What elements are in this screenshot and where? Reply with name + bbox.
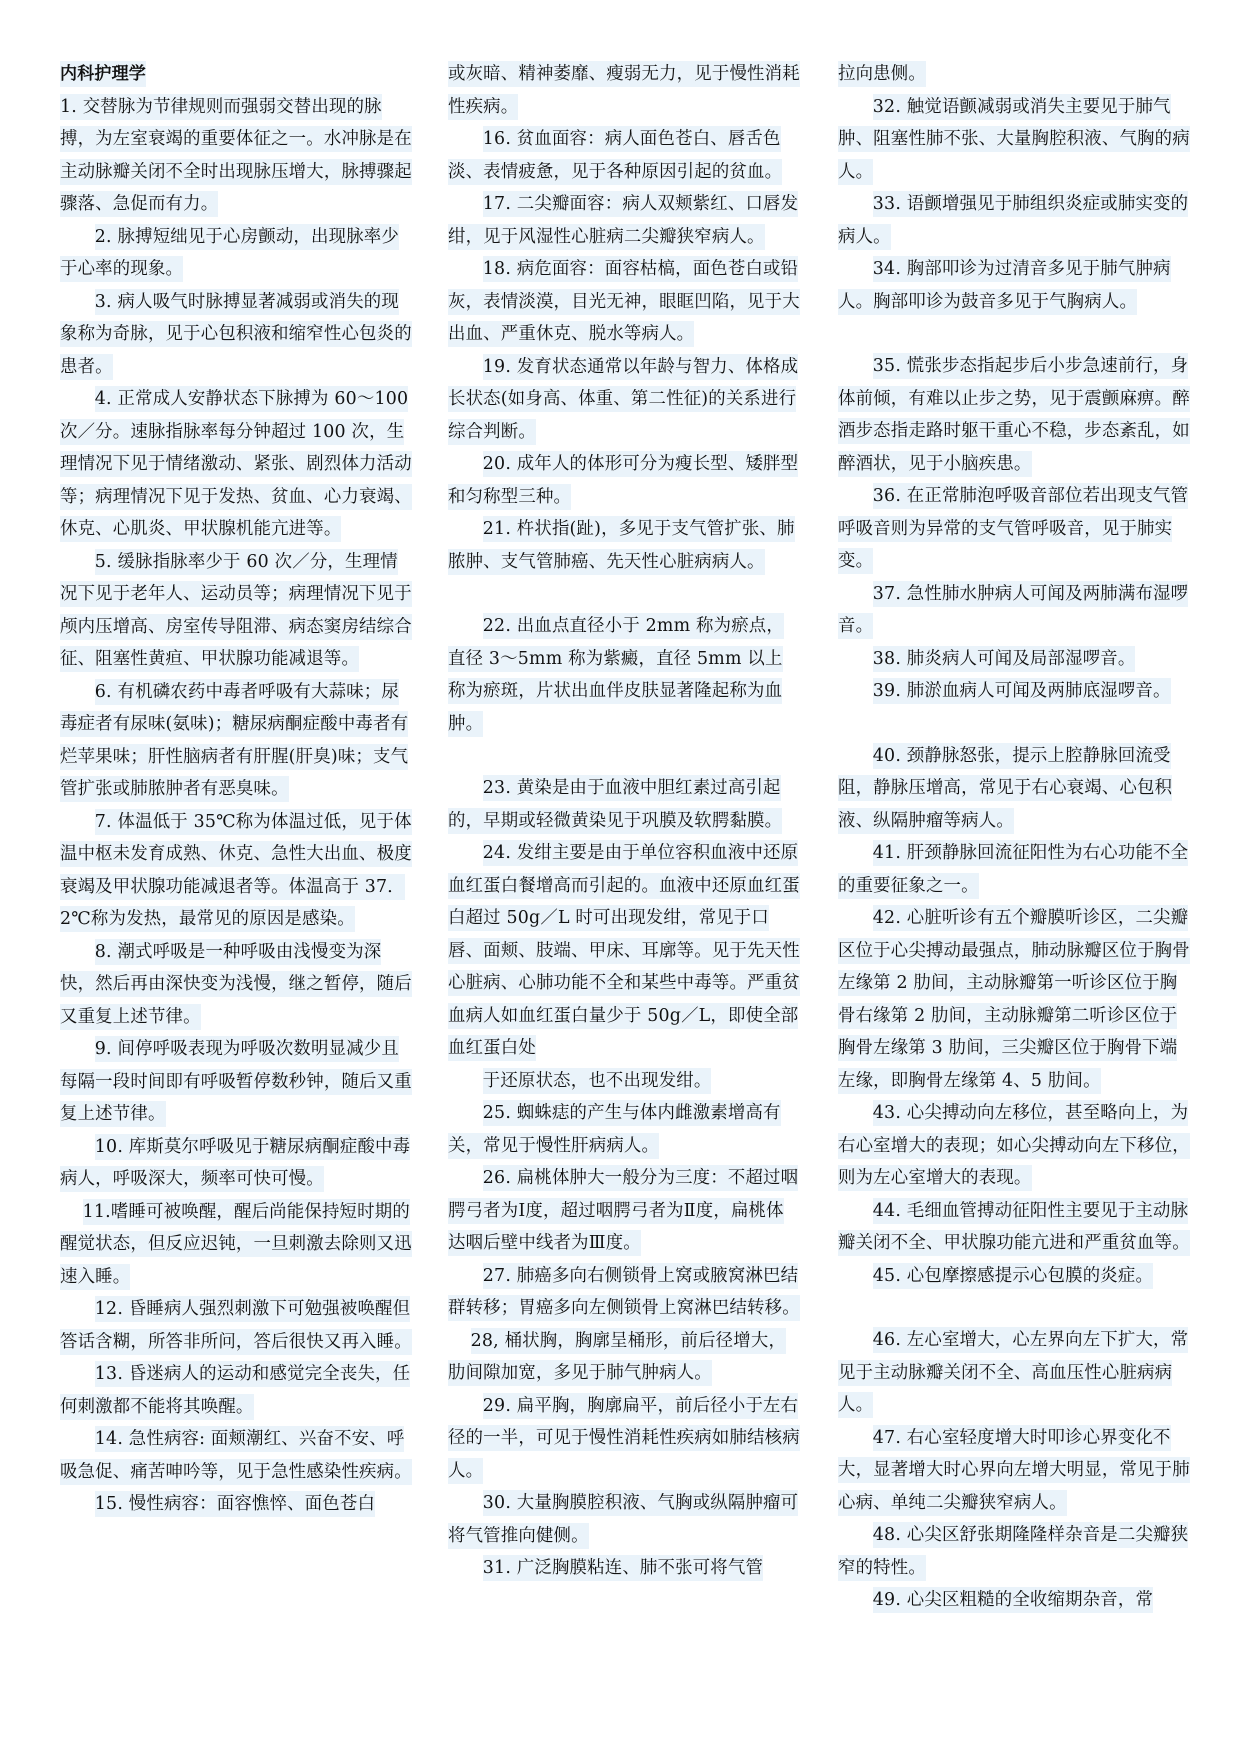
paragraph-39: 39. 肺淤血病人可闻及两肺底湿啰音。 [838, 675, 1190, 708]
paragraph-18: 18. 病危面容：面容枯槁，面色苍白或铅灰，表情淡漠，目光无神，眼眶凹陷，见于大出血、严重休克、脱水等病人。 [448, 253, 800, 351]
paragraph-41: 41. 肝颈静脉回流征阳性为右心功能不全的重要征象之一。 [838, 837, 1190, 902]
paragraph-10: 10. 库斯莫尔呼吸见于糖尿病酮症酸中毒病人，呼吸深大，频率可快可慢。 [60, 1131, 412, 1196]
paragraph-3: 3. 病人吸气时脉搏显著减弱或消失的现象称为奇脉，见于心包积液和缩窄性心包炎的患者。 [60, 286, 412, 384]
paragraph-26: 26. 扁桃体肿大一般分为三度：不超过咽腭弓者为Ⅰ度，超过咽腭弓者为Ⅱ度，扁桃体达咽后壁中线者为Ⅲ度。 [448, 1162, 800, 1260]
paragraph-37: 37. 急性肺水肿病人可闻及两肺满布湿啰音。 [838, 578, 1190, 643]
paragraph-45: 45. 心包摩擦感提示心包膜的炎症。 [838, 1260, 1190, 1293]
paragraph-16: 16. 贫血面容：病人面色苍白、唇舌色淡、表情疲惫，见于各种原因引起的贫血。 [448, 123, 800, 188]
paragraph-21: 21. 杵状指(趾)，多见于支气管扩张、肺脓肿、支气管肺癌、先天性心脏病病人。 [448, 513, 800, 578]
paragraph-34: 34. 胸部叩诊为过清音多见于肺气肿病人。胸部叩诊为鼓音多见于气胸病人。 [838, 253, 1190, 318]
paragraph-11: 11.嗜睡可被唤醒，醒后尚能保持短时期的醒觉状态，但反应迟钝，一旦刺激去除则又迅速入睡。 [60, 1196, 412, 1294]
paragraph-44: 44. 毛细血管搏动征阳性主要见于主动脉瓣关闭不全、甲状腺功能亢进和严重贫血等。 [838, 1195, 1190, 1260]
paragraph-17: 17. 二尖瓣面容：病人双颊紫红、口唇发绀，见于风湿性心脏病二尖瓣狭窄病人。 [448, 188, 800, 253]
paragraph-48: 48. 心尖区舒张期隆隆样杂音是二尖瓣狭窄的特性。 [838, 1519, 1190, 1584]
paragraph-14: 14. 急性病容: 面颊潮红、兴奋不安、呼吸急促、痛苦呻吟等，见于急性感染性疾病。 [60, 1423, 412, 1488]
paragraph-31-cont: 拉向患侧。 [838, 58, 1190, 91]
paragraph-27: 27. 肺癌多向右侧锁骨上窝或腋窝淋巴结群转移；胃癌多向左侧锁骨上窝淋巴结转移。 [448, 1260, 800, 1325]
paragraph-47: 47. 右心室轻度增大时叩诊心界变化不大，显著增大时心界向左增大明显，常见于肺心病、单纯二尖瓣狭窄病人。 [838, 1422, 1190, 1520]
paragraph-12: 12. 昏睡病人强烈刺激下可勉强被唤醒但答话含糊，所答非所问，答后很快又再入睡。 [60, 1293, 412, 1358]
paragraph-6: 6. 有机磷农药中毒者呼吸有大蒜味；尿毒症者有尿味(氨味)；糖尿病酮症酸中毒者有烂苹果味；肝性脑病者有肝腥(肝臭)味；支气管扩张或肺脓肿者有恶臭味。 [60, 676, 412, 806]
paragraph-28: 28, 桶状胸，胸廓呈桶形，前后径增大，肋间隙加宽，多见于肺气肿病人。 [448, 1325, 800, 1390]
paragraph-24: 24. 发绀主要是由于单位容积血液中还原血红蛋白餐增高而引起的。血液中还原血红蛋白超过 50g／L 时可出现发绀，常见于口唇、面颊、肢端、甲床、耳廓等。见于先天性心脏病、心肺功能不全和某些中毒等。严重贫血病人如血红蛋白量少于 50g／L，即使全部血红蛋白处 [448, 837, 800, 1065]
paragraph-29: 29. 扁平胸，胸廓扁平，前后径小于左右径的一半，可见于慢性消耗性疾病如肺结核病人。 [448, 1390, 800, 1488]
paragraph-30: 30. 大量胸膜腔积液、气胸或纵隔肿瘤可将气管推向健侧。 [448, 1487, 800, 1552]
paragraph-20: 20. 成年人的体形可分为瘦长型、矮胖型和匀称型三种。 [448, 448, 800, 513]
document-title: 内科护理学 [60, 58, 412, 91]
paragraph-1: 1. 交替脉为节律规则而强弱交替出现的脉搏，为左室衰竭的重要体征之一。水冲脉是在主动脉瓣关闭不全时出现脉压增大，脉搏骤起骤落、急促而有力。 [60, 91, 412, 221]
paragraph-38: 38. 肺炎病人可闻及局部湿啰音。 [838, 643, 1190, 676]
paragraph-9: 9. 间停呼吸表现为呼吸次数明显减少且每隔一段时间即有呼吸暂停数秒钟，随后又重复上述节律。 [60, 1033, 412, 1131]
paragraph-36: 36. 在正常肺泡呼吸音部位若出现支气管呼吸音则为异常的支气管呼吸音，见于肺实变。 [838, 480, 1190, 578]
paragraph-22: 22. 出血点直径小于 2mm 称为瘀点，直径 3～5mm 称为紫癜，直径 5mm 以上称为瘀斑，片状出血伴皮肤显著隆起称为血肿。 [448, 610, 800, 740]
paragraph-40: 40. 颈静脉怒张，提示上腔静脉回流受阻，静脉压增高，常见于右心衰竭、心包积液、纵隔肿瘤等病人。 [838, 740, 1190, 838]
text-column-1 [60, 58, 412, 1521]
text-column-3 [838, 58, 1190, 1617]
text-column-2 [448, 58, 800, 1585]
paragraph-15-cont: 或灰暗、精神萎靡、瘦弱无力，见于慢性消耗性疾病。 [448, 58, 800, 123]
paragraph-31: 31. 广泛胸膜粘连、肺不张可将气管 [448, 1552, 800, 1585]
paragraph-25: 25. 蜘蛛痣的产生与体内雌激素增高有关，常见于慢性肝病病人。 [448, 1097, 800, 1162]
paragraph-4: 4. 正常成人安静状态下脉搏为 60～100 次／分。速脉指脉率每分钟超过 100 次，生理情况下见于情绪激动、紧张、剧烈体力活动等；病理情况下见于发热、贫血、心力衰竭、休克、心肌炎、甲状腺机能亢进等。 [60, 383, 412, 546]
paragraph-49: 49. 心尖区粗糙的全收缩期杂音，常 [838, 1584, 1190, 1617]
paragraph-32: 32. 触觉语颤减弱或消失主要见于肺气肿、阻塞性肺不张、大量胸腔积液、气胸的病人。 [838, 91, 1190, 189]
paragraph-7: 7. 体温低于 35℃称为体温过低，见于体温中枢未发育成熟、休克、急性大出血、极度衰竭及甲状腺功能减退者等。体温高于 37．2℃称为发热，最常见的原因是感染。 [60, 806, 412, 936]
paragraph-33: 33. 语颤增强见于肺组织炎症或肺实变的病人。 [838, 188, 1190, 253]
paragraph-19: 19. 发育状态通常以年龄与智力、体格成长状态(如身高、体重、第二性征)的关系进行综合判断。 [448, 351, 800, 449]
paragraph-13: 13. 昏迷病人的运动和感觉完全丧失，任何刺激都不能将其唤醒。 [60, 1358, 412, 1423]
paragraph-35: 35. 慌张步态指起步后小步急速前行，身体前倾，有难以止步之势，见于震颤麻痹。醉酒步态指走路时躯干重心不稳，步态紊乱，如醉酒状，见于小脑疾患。 [838, 350, 1190, 480]
paragraph-15: 15. 慢性病容：面容憔悴、面色苍白 [60, 1488, 412, 1521]
paragraph-23: 23. 黄染是由于血液中胆红素过高引起的，早期或轻微黄染见于巩膜及软腭黏膜。 [448, 772, 800, 837]
paragraph-46: 46. 左心室增大，心左界向左下扩大，常见于主动脉瓣关闭不全、高血压性心脏病病人。 [838, 1324, 1190, 1422]
paragraph-24-cont: 于还原状态，也不出现发绀。 [448, 1065, 800, 1098]
paragraph-42: 42. 心脏听诊有五个瓣膜听诊区，二尖瓣区位于心尖搏动最强点，肺动脉瓣区位于胸骨左缘第 2 肋间，主动脉瓣第一听诊区位于胸骨右缘第 2 肋间，主动脉瓣第二听诊区位于胸骨左缘第 3 肋间，三尖瓣区位于胸骨下端左缘，即胸骨左缘第 4、5 肋间。 [838, 902, 1190, 1097]
paragraph-5: 5. 缓脉指脉率少于 60 次／分，生理情况下见于老年人、运动员等；病理情况下见于颅内压增高、房室传导阻滞、病态窦房结综合征、阻塞性黄疸、甲状腺功能减退等。 [60, 546, 412, 676]
paragraph-43: 43. 心尖搏动向左移位，甚至略向上，为右心室增大的表现；如心尖搏动向左下移位，则为左心室增大的表现。 [838, 1097, 1190, 1195]
paragraph-8: 8. 潮式呼吸是一种呼吸由浅慢变为深快，然后再由深快变为浅慢，继之暂停，随后又重复上述节律。 [60, 936, 412, 1034]
paragraph-2: 2. 脉搏短绌见于心房颤动，出现脉率少于心率的现象。 [60, 221, 412, 286]
